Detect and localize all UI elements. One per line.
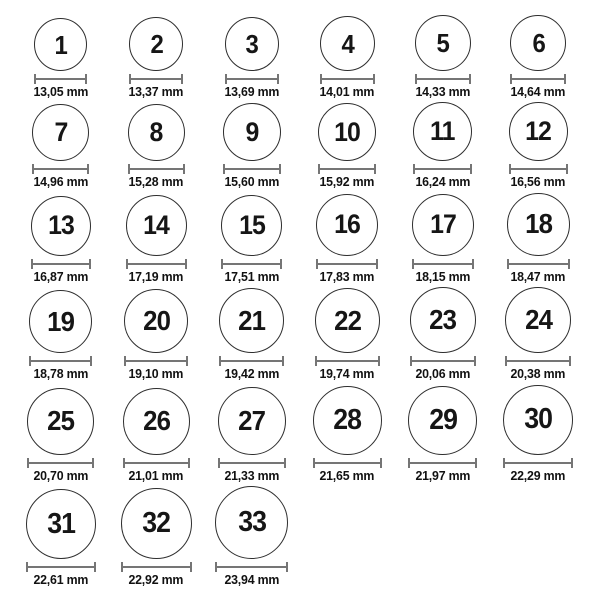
- diameter-measure-line: [124, 356, 188, 366]
- ring-circle: [126, 195, 187, 256]
- diameter-label: 19,42 mm: [224, 366, 280, 382]
- ring-size-cell: [315, 288, 380, 382]
- measure-bar: [413, 263, 473, 265]
- ring-size-cell: [507, 193, 570, 285]
- ring-size-number: 4: [341, 28, 354, 59]
- diameter-label: 18,15 mm: [415, 268, 471, 284]
- diameter-measure-line: [316, 259, 378, 269]
- ring-circle: [129, 17, 183, 71]
- ring-size-number: 29: [428, 403, 457, 436]
- measure-tick-right: [373, 74, 375, 84]
- measure-bar: [127, 263, 186, 265]
- ring-size-row: [13, 102, 586, 190]
- measure-bar: [511, 78, 565, 80]
- ring-size-number: 25: [47, 405, 75, 437]
- measure-bar: [314, 462, 381, 464]
- measure-tick-right: [564, 74, 566, 84]
- diameter-measure-line: [313, 458, 382, 468]
- ring-circle: [315, 288, 380, 353]
- ring-size-cell: [410, 287, 476, 382]
- ring-size-number: 20: [142, 305, 170, 337]
- ring-size-number: 32: [142, 507, 171, 540]
- ring-size-number: 9: [245, 116, 259, 147]
- measure-bar: [222, 263, 281, 265]
- measure-tick-right: [475, 458, 477, 468]
- ring-size-cell: [127, 104, 185, 190]
- ring-size-cell: [27, 388, 94, 484]
- ring-circle: [31, 196, 91, 256]
- measure-bar: [224, 168, 280, 170]
- ring-circle: [219, 288, 284, 353]
- measure-bar: [409, 462, 476, 464]
- ring-circle: [503, 385, 573, 455]
- measure-bar: [506, 360, 570, 362]
- diameter-label: 14,01 mm: [319, 84, 375, 99]
- diameter-label: 19,10 mm: [128, 366, 184, 382]
- ring-size-number: 1: [54, 29, 67, 60]
- diameter-label: 16,87 mm: [33, 268, 89, 284]
- ring-size-cell: [318, 103, 376, 190]
- measure-bar: [32, 263, 90, 265]
- diameter-measure-line: [34, 74, 87, 84]
- diameter-label: 20,38 mm: [510, 366, 566, 382]
- diameter-measure-line: [410, 356, 476, 366]
- diameter-label: 22,29 mm: [510, 467, 566, 483]
- measure-bar: [508, 263, 569, 265]
- ring-size-number: 7: [54, 117, 68, 148]
- diameter-label: 20,06 mm: [415, 366, 471, 382]
- measure-bar: [411, 360, 475, 362]
- measure-tick-right: [92, 458, 94, 468]
- ring-size-number: 22: [333, 304, 361, 336]
- ring-size-number: 14: [143, 209, 170, 240]
- diameter-measure-line: [509, 164, 568, 174]
- diameter-label: 21,97 mm: [415, 467, 471, 483]
- diameter-label: 21,01 mm: [128, 467, 184, 483]
- measure-tick-right: [183, 164, 185, 174]
- measure-bar: [28, 462, 93, 464]
- measure-bar: [33, 168, 88, 170]
- ring-size-cell: [316, 194, 378, 285]
- ring-size-row: [13, 385, 586, 484]
- ring-circle: [215, 486, 288, 559]
- diameter-measure-line: [126, 259, 187, 269]
- measure-tick-right: [470, 164, 472, 174]
- ring-circle: [223, 103, 281, 161]
- measure-tick-right: [472, 259, 474, 269]
- ring-circle: [29, 290, 92, 353]
- diameter-measure-line: [32, 164, 89, 174]
- diameter-label: 15,28 mm: [128, 174, 184, 190]
- measure-tick-right: [186, 356, 188, 366]
- measure-tick-right: [568, 259, 570, 269]
- measure-bar: [504, 462, 572, 464]
- ring-circle: [509, 102, 568, 161]
- ring-size-number: 16: [334, 209, 361, 240]
- ring-size-number: 27: [238, 404, 266, 436]
- diameter-measure-line: [128, 164, 185, 174]
- diameter-measure-line: [505, 356, 571, 366]
- ring-circle: [415, 15, 471, 71]
- diameter-measure-line: [27, 458, 94, 468]
- diameter-label: 21,33 mm: [224, 467, 280, 483]
- ring-circle: [221, 195, 282, 256]
- ring-size-cell: [29, 290, 92, 382]
- ring-size-cell: [215, 486, 288, 588]
- measure-tick-right: [185, 259, 187, 269]
- diameter-label: 14,64 mm: [510, 84, 566, 99]
- diameter-label: 13,37 mm: [128, 84, 184, 99]
- measure-tick-right: [188, 458, 190, 468]
- diameter-label: 21,65 mm: [319, 467, 375, 483]
- ring-size-cell: [221, 195, 282, 285]
- ring-size-number: 21: [238, 304, 266, 336]
- ring-circle: [218, 387, 286, 455]
- ring-size-number: 24: [524, 304, 552, 336]
- ring-size-number: 6: [532, 28, 545, 58]
- ring-size-number: 10: [334, 116, 361, 147]
- ring-size-row: [13, 15, 586, 100]
- measure-bar: [510, 168, 567, 170]
- ring-circle: [26, 489, 96, 559]
- ring-size-cell: [313, 386, 382, 484]
- measure-tick-right: [282, 356, 284, 366]
- diameter-label: 22,92 mm: [128, 572, 184, 588]
- ring-size-cell: [219, 288, 284, 382]
- measure-bar: [125, 360, 187, 362]
- ring-circle: [505, 287, 571, 353]
- ring-size-number: 5: [436, 28, 449, 58]
- ring-circle: [408, 386, 477, 455]
- diameter-measure-line: [219, 356, 284, 366]
- measure-bar: [416, 78, 470, 80]
- measure-bar: [27, 566, 95, 568]
- ring-size-cell: [218, 387, 286, 484]
- ring-size-number: 33: [237, 506, 266, 539]
- ring-size-cell: [414, 15, 472, 100]
- measure-bar: [414, 168, 471, 170]
- ring-circle: [410, 287, 476, 353]
- diameter-measure-line: [129, 74, 183, 84]
- ring-circle: [121, 488, 192, 559]
- diameter-measure-line: [29, 356, 92, 366]
- measure-tick-right: [90, 356, 92, 366]
- ring-size-number: 3: [245, 29, 258, 59]
- diameter-label: 15,92 mm: [319, 174, 375, 190]
- measure-tick-right: [469, 74, 471, 84]
- ring-size-cell: [509, 15, 567, 100]
- diameter-measure-line: [123, 458, 190, 468]
- measure-bar: [317, 263, 377, 265]
- measure-tick-right: [378, 356, 380, 366]
- measure-tick-right: [474, 356, 476, 366]
- measure-tick-right: [85, 74, 87, 84]
- diameter-label: 19,74 mm: [319, 366, 375, 382]
- ring-size-cell: [124, 289, 188, 382]
- diameter-label: 15,60 mm: [224, 174, 280, 190]
- diameter-measure-line: [413, 164, 472, 174]
- measure-tick-right: [571, 458, 573, 468]
- diameter-measure-line: [218, 458, 286, 468]
- diameter-label: 22,61 mm: [33, 572, 89, 588]
- diameter-measure-line: [221, 259, 282, 269]
- ring-size-number: 8: [149, 117, 163, 148]
- measure-bar: [122, 566, 191, 568]
- ring-circle: [320, 16, 375, 71]
- diameter-label: 20,70 mm: [33, 467, 89, 483]
- diameter-measure-line: [225, 74, 279, 84]
- ring-size-number: 23: [429, 304, 457, 336]
- measure-tick-right: [380, 458, 382, 468]
- ring-size-number: 28: [333, 403, 362, 436]
- ring-size-number: 12: [525, 116, 552, 147]
- diameter-label: 17,19 mm: [128, 268, 184, 284]
- ring-circle: [507, 193, 570, 256]
- ring-circle: [123, 388, 190, 455]
- ring-circle: [510, 15, 566, 71]
- ring-size-cell: [412, 194, 474, 285]
- diameter-measure-line: [26, 562, 96, 572]
- ring-circle: [412, 194, 474, 256]
- ring-circle: [225, 17, 279, 71]
- measure-tick-right: [374, 164, 376, 174]
- ring-size-cell: [32, 18, 90, 100]
- ring-size-row: [13, 193, 586, 285]
- diameter-measure-line: [412, 259, 474, 269]
- measure-bar: [124, 462, 189, 464]
- ring-size-number: 17: [429, 209, 456, 240]
- ring-circle: [128, 104, 185, 161]
- ring-size-number: 31: [46, 507, 75, 540]
- diameter-measure-line: [318, 164, 376, 174]
- measure-bar: [319, 168, 375, 170]
- ring-size-number: 18: [524, 208, 552, 240]
- ring-size-cell: [32, 104, 90, 190]
- diameter-measure-line: [320, 74, 375, 84]
- ring-size-number: 11: [430, 116, 455, 147]
- measure-bar: [130, 78, 182, 80]
- ring-size-cell: [318, 16, 376, 100]
- ring-circle: [34, 18, 87, 71]
- ring-size-cell: [127, 17, 185, 100]
- ring-circle: [316, 194, 378, 256]
- diameter-measure-line: [408, 458, 477, 468]
- ring-circle: [413, 102, 472, 161]
- measure-tick-right: [284, 458, 286, 468]
- measure-tick-right: [569, 356, 571, 366]
- ring-size-number: 2: [150, 29, 163, 59]
- diameter-label: 23,94 mm: [224, 572, 280, 588]
- diameter-label: 18,78 mm: [33, 366, 89, 382]
- diameter-label: 13,05 mm: [33, 84, 89, 99]
- ring-circle: [318, 103, 376, 161]
- measure-bar: [220, 360, 283, 362]
- ring-size-cell: [126, 195, 187, 285]
- diameter-label: 14,96 mm: [33, 174, 89, 190]
- measure-bar: [316, 360, 379, 362]
- ring-size-number: 15: [238, 209, 265, 240]
- diameter-label: 16,24 mm: [415, 174, 471, 190]
- ring-size-cell: [413, 102, 472, 190]
- measure-bar: [35, 78, 86, 80]
- measure-tick-right: [181, 74, 183, 84]
- diameter-measure-line: [510, 74, 566, 84]
- diameter-label: 17,51 mm: [224, 268, 280, 284]
- measure-tick-right: [94, 562, 96, 572]
- measure-bar: [216, 566, 287, 568]
- measure-tick-right: [89, 259, 91, 269]
- diameter-measure-line: [121, 562, 192, 572]
- diameter-label: 18,47 mm: [510, 268, 566, 284]
- diameter-label: 14,33 mm: [415, 84, 471, 99]
- measure-bar: [30, 360, 91, 362]
- measure-bar: [219, 462, 285, 464]
- ring-size-row: [13, 486, 586, 588]
- ring-size-cell: [223, 103, 281, 190]
- measure-tick-right: [376, 259, 378, 269]
- ring-size-cell: [121, 488, 192, 588]
- measure-tick-right: [277, 74, 279, 84]
- measure-bar: [226, 78, 278, 80]
- diameter-measure-line: [315, 356, 380, 366]
- measure-tick-right: [190, 562, 192, 572]
- ring-size-cell: [223, 17, 281, 100]
- measure-tick-right: [280, 259, 282, 269]
- diameter-measure-line: [223, 164, 281, 174]
- ring-size-cell: [123, 388, 190, 484]
- ring-circle: [32, 104, 89, 161]
- diameter-label: 16,56 mm: [510, 174, 566, 190]
- ring-circle: [313, 386, 382, 455]
- diameter-measure-line: [503, 458, 573, 468]
- ring-size-number: 30: [524, 403, 553, 436]
- diameter-measure-line: [31, 259, 91, 269]
- diameter-label: 13,69 mm: [224, 84, 280, 99]
- ring-size-cell: [509, 102, 568, 190]
- ring-size-cell: [503, 385, 573, 484]
- diameter-measure-line: [415, 74, 471, 84]
- diameter-measure-line: [507, 259, 570, 269]
- ring-size-number: 19: [47, 305, 75, 337]
- measure-bar: [129, 168, 184, 170]
- measure-tick-right: [87, 164, 89, 174]
- ring-size-cell: [505, 287, 571, 382]
- measure-tick-right: [279, 164, 281, 174]
- diameter-label: 17,83 mm: [319, 268, 375, 284]
- ring-size-cell: [408, 386, 477, 484]
- measure-bar: [321, 78, 374, 80]
- ring-size-number: 13: [47, 210, 74, 241]
- measure-tick-right: [286, 562, 288, 572]
- ring-circle: [27, 388, 94, 455]
- ring-size-cell: [26, 489, 96, 588]
- ring-circle: [124, 289, 188, 353]
- ring-size-number: 26: [142, 405, 170, 437]
- ring-size-cell: [31, 196, 91, 285]
- ring-size-row: [13, 287, 586, 382]
- diameter-measure-line: [215, 562, 288, 572]
- measure-tick-right: [566, 164, 568, 174]
